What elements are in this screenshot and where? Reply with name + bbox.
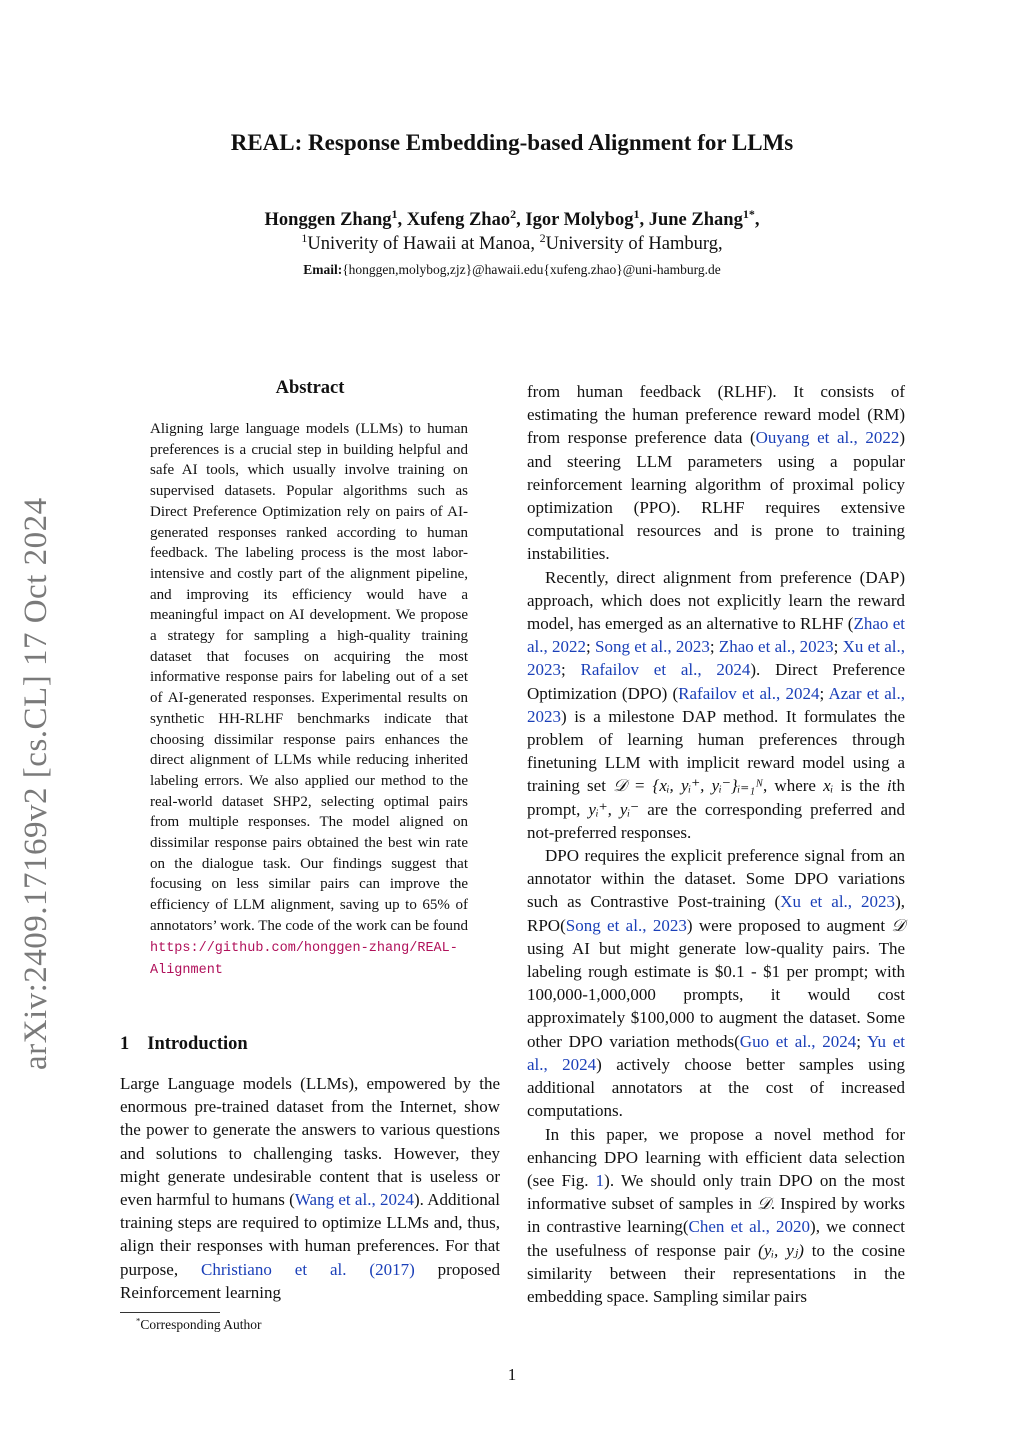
author-name: June Zhang — [648, 210, 743, 230]
citation-link[interactable]: Rafailov et al., 2024 — [678, 683, 820, 703]
citation-link[interactable]: Azar et al., 2023 — [527, 683, 905, 726]
citation-link[interactable]: Yu et al., 2024 — [527, 1031, 905, 1074]
footnote-text: Corresponding Author — [140, 1317, 262, 1332]
email-addresses: {honggen,molybog,zjz}@hawaii.edu{xufeng.zhao}@uni-hamburg.de — [342, 262, 721, 277]
text-run: from human feedback (RLHF). It consists of estimating the human preference reward model (RM) from response preference data ( — [527, 382, 905, 448]
arxiv-identifier-stamp: arXiv:2409.17169v2 [cs.CL] 17 Oct 2024 — [18, 497, 54, 1070]
citation-link[interactable]: Zhao et al., 2023 — [718, 637, 834, 657]
citation-link[interactable]: Song et al., 2023 — [565, 915, 687, 935]
code-link[interactable]: https://github.com/honggen-zhang/REAL-Alignment — [150, 940, 458, 979]
author-list — [0, 206, 1024, 231]
citation-link[interactable]: Rafailov et al., 2024 — [580, 660, 751, 680]
author-separator: , — [754, 210, 760, 230]
affiliation-mark: 2 — [539, 230, 546, 245]
author-affiliation-mark: 1 — [633, 206, 640, 221]
text-run: ; — [561, 660, 581, 680]
section-number: 1 — [120, 1034, 130, 1054]
right-column — [527, 380, 905, 1308]
author-affiliation-mark: 2 — [510, 206, 517, 221]
author-affiliation-mark: 1 — [391, 206, 398, 221]
text-run: ). Additional training steps are required to optimize LLMs and, thus, align their responses with human preferences. For that purpose, — [120, 1190, 500, 1279]
text-run: ), RPO( — [527, 892, 905, 935]
email-label: Email: — [303, 262, 343, 277]
citation-link[interactable]: Guo et al., 2024 — [739, 1031, 857, 1051]
citation-link[interactable]: Christiano et al. (2017) — [201, 1259, 415, 1279]
text-run: to the cosine similarity between their representations in the embedding space. Sampling similar pairs — [527, 1240, 906, 1306]
text-run: . Inspired by works in contrastive learning( — [527, 1194, 905, 1237]
citation-link[interactable]: Wang et al., 2024 — [294, 1190, 414, 1210]
text-run: ) is a milestone DAP method. It formulates the problem of learning human preferences through finetuning LLM with implicit reward model using a training set — [527, 706, 905, 796]
paragraph-dap — [527, 566, 905, 844]
math-expression: (yᵢ, yⱼ) — [758, 1240, 804, 1260]
text-run: ). Direct Preference Optimization (DPO) ( — [527, 660, 905, 703]
text-run: ; — [819, 683, 829, 703]
author-affiliation-mark: 1* — [742, 206, 755, 221]
citation-link[interactable]: Zhao et al., 2022 — [527, 614, 905, 657]
page-number: 1 — [507, 1365, 517, 1384]
math-expression: i — [887, 776, 892, 796]
text-run: In this paper, we propose a novel method for enhancing DPO learning with efficient data selection (see Fig. — [527, 1124, 905, 1190]
text-run: ; — [709, 637, 719, 657]
text-run: ; — [833, 637, 843, 657]
text-run: ), we connect the usefulness of response pair — [527, 1217, 905, 1260]
text-run: ). We should only train DPO on the most informative subset of samples in — [527, 1170, 906, 1214]
author-name: Igor Molybog — [525, 210, 634, 230]
citation-link[interactable]: 1 — [595, 1170, 605, 1190]
abstract-text: Aligning large language models (LLMs) to human preferences is a crucial step in building helpful and safe AI tools, which usually involve training on supervised datasets. Popular algorithms such as Direct Preference Optimization rely on pairs of AI-generated responses ranked according to human feedback. The labeling process is the most labor-intensive and costly part of the alignment pipeline, and improving its efficiency would have a meaningful impact on AI development. We propose a strategy for sampling a high-quality training dataset that focuses on acquiring the most informative response pairs for labeling out of a set of AI-generated responses. Experimental results on synthetic HH-RLHF benchmarks indicate that choosing dissimilar response pairs enhances the direct alignment of LLMs while reducing inherited labeling errors. We also applied our method to the real-world dataset SHP2, selecting optimal pairs from multiple responses. The model aligned on dissimilar response pairs obtained the best win rate on the dialogue task. Our findings suggest that focusing on less similar pairs can improve the efficiency of LLM alignment, saving up to 65% of annotators’ work. The code of the work can be found — [150, 421, 468, 934]
author-separator: , — [516, 210, 526, 230]
footnote-mark: * — [136, 1315, 141, 1326]
author-separator: , — [639, 210, 649, 230]
text-run: Recently, direct alignment from preference (DAP) approach, which does not explicitly learn the reward model, has emerged as an alternative to RLHF ( — [527, 567, 905, 634]
paragraph-dpo-variations — [527, 844, 905, 1122]
email-line — [0, 262, 1024, 278]
footnote-rule — [120, 1312, 220, 1313]
citation-link[interactable]: Song et al., 2023 — [595, 637, 710, 657]
text-run: ) were proposed to augment — [686, 915, 892, 935]
citation-link[interactable]: Chen et al., 2020 — [688, 1217, 811, 1237]
abstract-body — [150, 419, 468, 982]
text-run: , where — [763, 776, 824, 796]
text-run: ) actively choose better samples using additional annotators at the cost of increased computations. — [527, 1054, 905, 1121]
section-heading-introduction — [120, 1034, 248, 1055]
text-run: ; — [856, 1031, 868, 1051]
text-run: ; — [586, 637, 596, 657]
affiliations — [0, 230, 1024, 255]
affiliation-2: University of Hamburg, — [545, 234, 723, 254]
math-expression: yᵢ⁺, yᵢ⁻ — [588, 799, 640, 819]
citation-link[interactable]: Xu et al., 2023 — [527, 637, 905, 680]
text-run: are the corresponding preferred and not-preferred responses. — [527, 799, 905, 842]
citation-link[interactable]: Ouyang et al., 2022 — [755, 428, 900, 448]
text-run: DPO requires the explicit preference signal from an annotator within the dataset. Some DPO variations such as Contrastive Post-training ( — [527, 846, 905, 912]
text-run: th prompt, — [527, 776, 905, 819]
affiliation-1: Univerity of Hawaii at Manoa, — [307, 234, 540, 254]
paragraph-rlhf — [527, 380, 905, 566]
text-run: proposed Reinforcement learning — [120, 1259, 501, 1302]
text-run: is the — [833, 776, 888, 796]
math-expression: 𝒟 — [757, 1194, 771, 1214]
intro-paragraph-left — [120, 1072, 500, 1304]
author-name: Xufeng Zhao — [406, 210, 511, 230]
text-run: Large Language models (LLMs), empowered by the enormous pre-trained dataset from the Internet, show the power to generate the answers to various questions and solutions to challenging tasks. However, they might generate undesirable content that is useless or even harmful to humans ( — [120, 1074, 500, 1210]
math-expression: xᵢ — [823, 776, 834, 796]
text-run: using AI but might generate low-quality pairs. The labeling rough estimate is $0.1 - $1 per prompt; with 100,000-1,000,000 prompts, it would cost approximately $100,000 to augment the dataset. Some other DPO variation methods( — [527, 938, 905, 1051]
author-name: Honggen Zhang — [264, 210, 392, 230]
section-title: Introduction — [147, 1034, 248, 1054]
math-expression: 𝒟 — [891, 915, 905, 935]
author-separator: , — [397, 210, 407, 230]
text-run: ) and steering LLM parameters using a popular reinforcement learning algorithm of proximal policy optimization (PPO). RLHF requires extensive computational resources and is prone to training instabilities. — [527, 428, 906, 564]
footnote — [136, 1317, 262, 1333]
citation-link[interactable]: Xu et al., 2023 — [780, 892, 896, 912]
paper-title: REAL: Response Embedding-based Alignment for LLMs — [230, 130, 794, 155]
math-expression: 𝒟 = {xᵢ, yᵢ⁺, yᵢ⁻}ᵢ₌₁ᴺ — [613, 776, 763, 796]
affiliation-mark: 1 — [301, 230, 308, 245]
abstract-heading: Abstract — [275, 378, 345, 398]
paragraph-contribution — [527, 1123, 905, 1309]
